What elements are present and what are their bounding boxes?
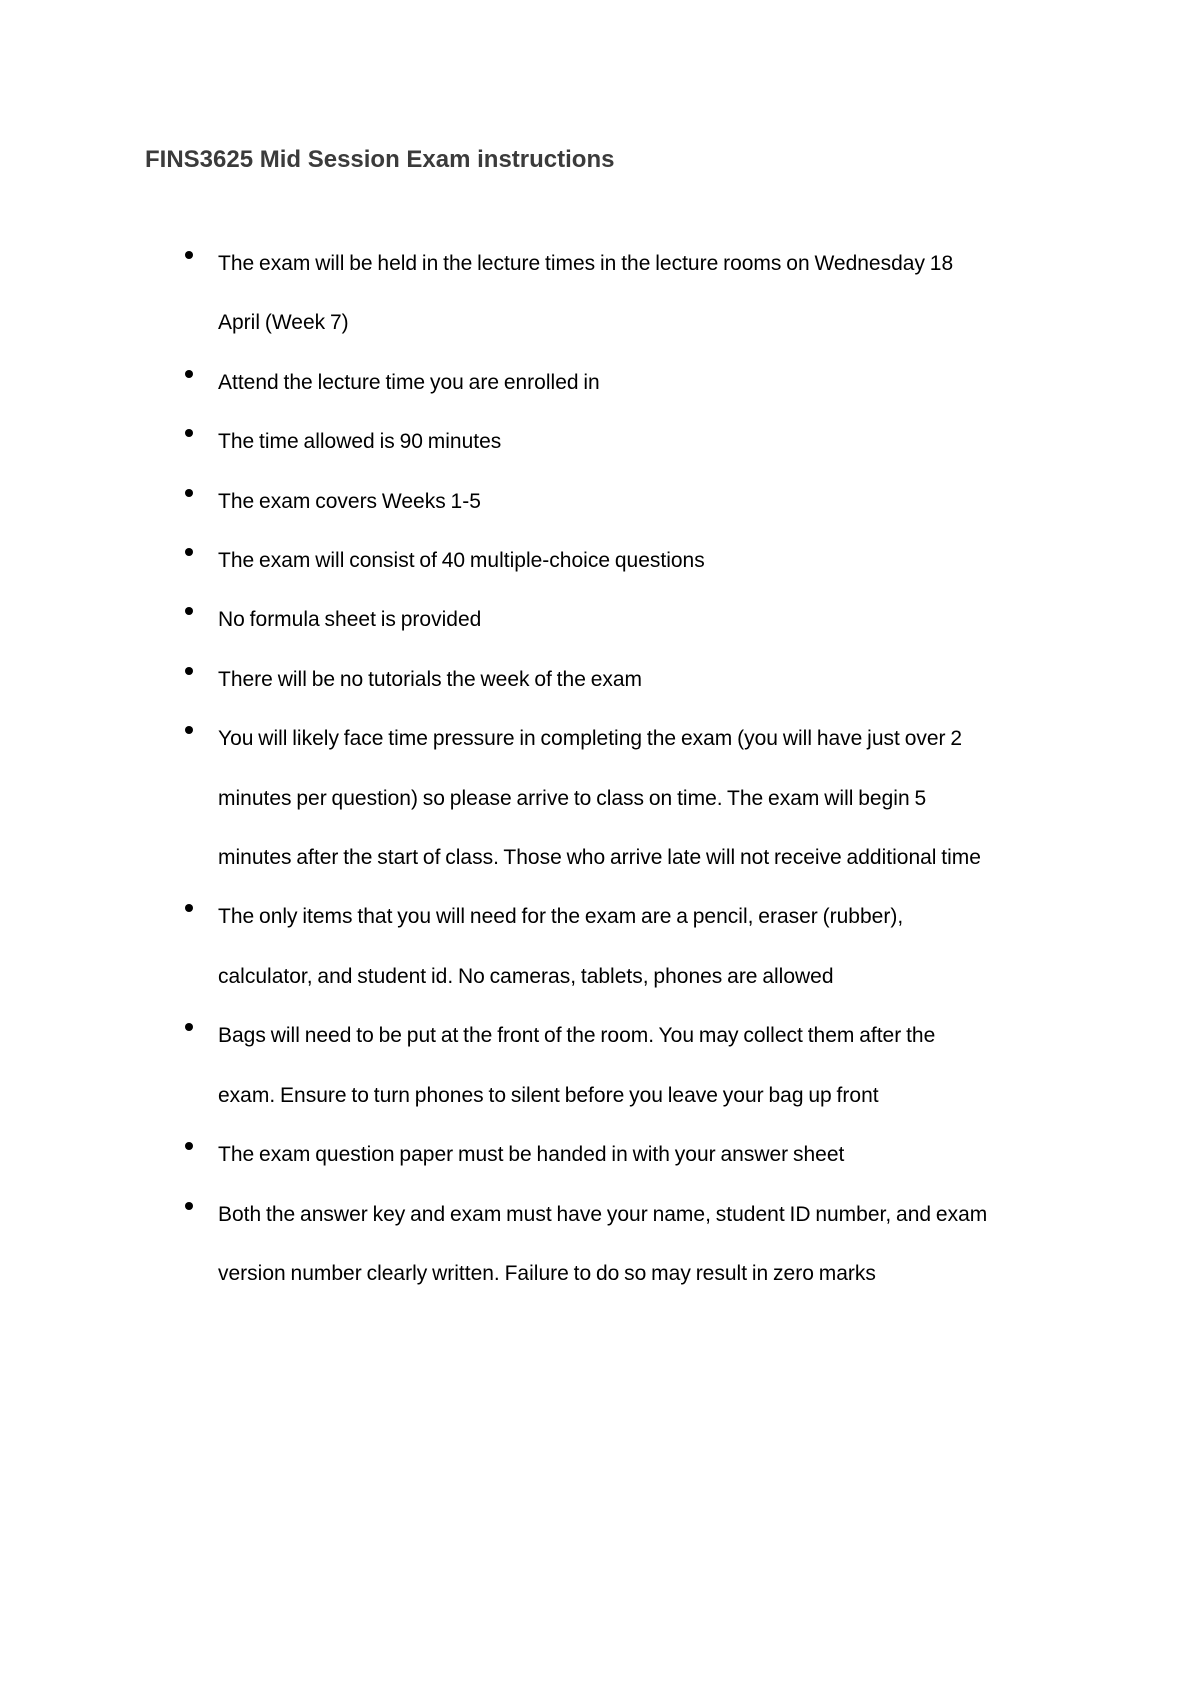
bullet-icon [185,370,193,378]
list-item-text [218,531,1068,590]
list-item-line: minutes after the start of class. Those who arrive late will not receive additional time [218,846,981,870]
list-item-text [218,709,1068,887]
list-item-line: minutes per question) so please arrive to class on time. The exam will begin 5 [218,786,927,810]
bullet-icon [185,429,193,437]
instruction-list [0,234,1200,1303]
list-item-line: Attend the lecture time you are enrolled in [218,370,600,394]
list-item-line: The exam will consist of 40 multiple-choice questions [218,549,705,573]
list-item [0,531,1200,590]
list-item-line: calculator, and student id. No cameras, tablets, phones are allowed [218,964,834,988]
list-item [0,234,1200,353]
list-item-line: The only items that you will need for the exam are a pencil, eraser (rubber), [218,905,904,929]
list-item-line: The exam covers Weeks 1-5 [218,489,481,513]
list-item [0,353,1200,412]
list-item-line: There will be no tutorials the week of the exam [218,667,643,691]
list-item-line: April (Week 7) [218,311,349,335]
bullet-icon [185,251,193,259]
list-item-line: You will likely face time pressure in completing the exam (you will have just over 2 [218,727,963,751]
list-item-text [218,472,1068,531]
list-item [0,1125,1200,1184]
list-item-line: The exam question paper must be handed in with your answer sheet [218,1143,845,1167]
list-item-text [218,887,1068,1006]
list-item-text [218,353,1068,412]
bullet-icon [185,548,193,556]
bullet-icon [185,1023,193,1031]
list-item-text [218,1125,1068,1184]
list-item [0,1185,1200,1304]
bullet-icon [185,1142,193,1150]
bullet-icon [185,489,193,497]
list-item-text [218,590,1068,649]
list-item-text [218,412,1068,471]
list-item-line: Both the answer key and exam must have your name, student ID number, and exam [218,1202,988,1226]
list-item-line: Bags will need to be put at the front of the room. You may collect them after the [218,1024,936,1048]
list-item-line: No formula sheet is provided [218,608,482,632]
list-item [0,709,1200,887]
list-item [0,1006,1200,1125]
list-item-line: The time allowed is 90 minutes [218,430,502,454]
list-item-text [218,1185,1068,1304]
list-item-text [218,1006,1068,1125]
list-item-line: version number clearly written. Failure to do so may result in zero marks [218,1261,876,1285]
list-item [0,590,1200,649]
bullet-icon [185,726,193,734]
list-item-text [218,650,1068,709]
list-item [0,650,1200,709]
bullet-icon [185,607,193,615]
list-item-text [218,234,1068,353]
bullet-icon [185,1202,193,1210]
list-item-line: exam. Ensure to turn phones to silent before you leave your bag up front [218,1083,879,1107]
bullet-icon [185,904,193,912]
document-title: FINS3625 Mid Session Exam instructions [145,146,615,173]
list-item-line: The exam will be held in the lecture times in the lecture rooms on Wednesday 18 [218,252,954,275]
list-item [0,412,1200,471]
bullet-icon [185,667,193,675]
list-item [0,887,1200,1006]
list-item [0,472,1200,531]
